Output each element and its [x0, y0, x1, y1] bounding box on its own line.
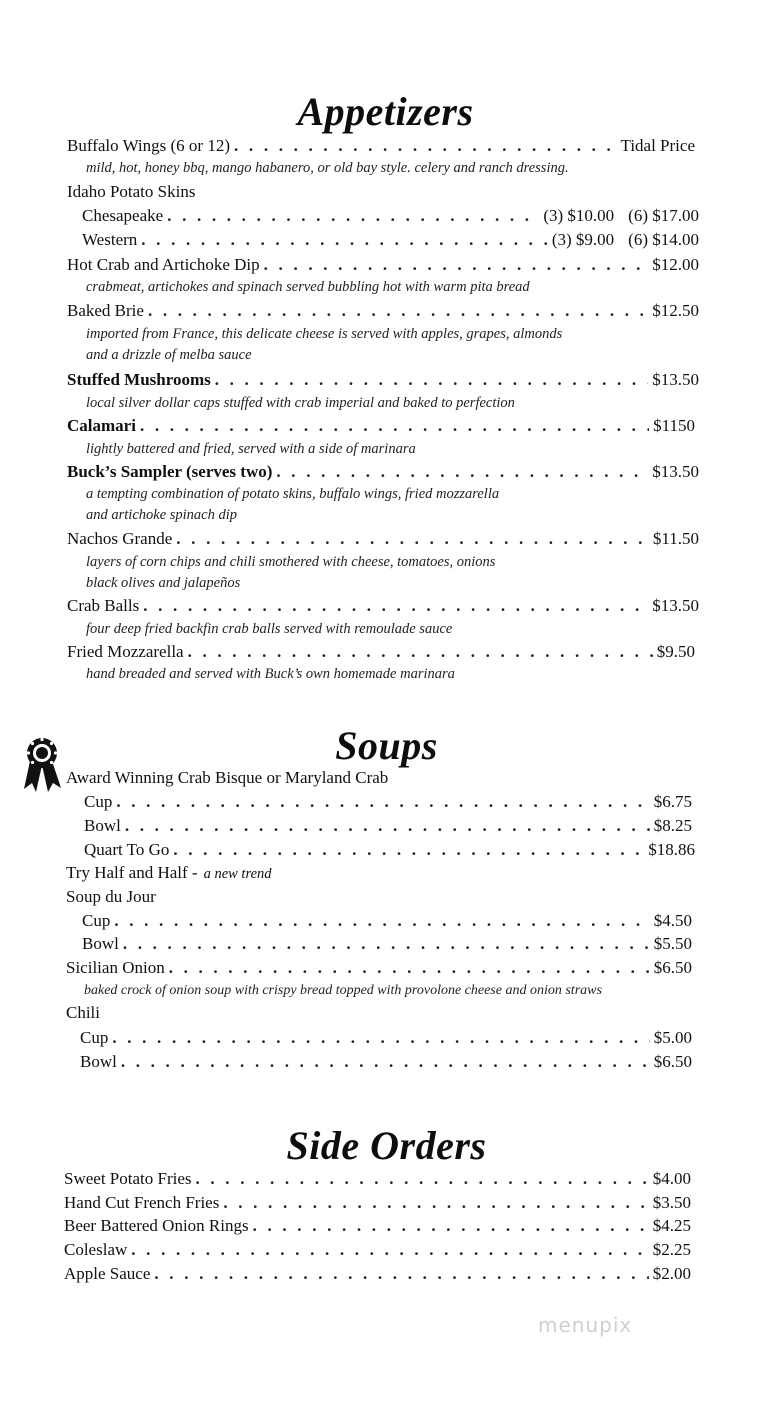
side-item [64, 1239, 691, 1261]
leader-dots [176, 528, 649, 550]
size-option-quart [84, 839, 695, 861]
item-description: layers of corn chips and chili smothered with cheese, tomatoes, onions [86, 554, 496, 570]
item-description: lightly battered and fried, served with a side of marinara [86, 441, 416, 457]
item-price: $6.50 [653, 958, 692, 977]
menu-item-mozzarella [67, 641, 695, 663]
menu-item-sampler [67, 461, 699, 483]
leader-dots [121, 1051, 650, 1073]
item-name: Calamari [67, 416, 136, 435]
leader-dots [169, 957, 650, 979]
item-description: hand breaded and served with Buck’s own homemade marinara [86, 666, 455, 682]
leader-dots [148, 300, 648, 322]
leader-dots [114, 910, 649, 932]
item-name: Fried Mozzarella [67, 642, 184, 661]
leader-dots [112, 1027, 649, 1049]
size-name: Bowl [84, 816, 121, 835]
leader-dots [215, 369, 649, 391]
leader-dots [196, 1168, 649, 1190]
menu-item-calamari [67, 415, 695, 437]
side-item [64, 1168, 691, 1190]
item-price: $11.50 [652, 529, 699, 548]
item-description: imported from France, this delicate cheese is served with apples, grapes, almonds [86, 326, 563, 342]
leader-dots [223, 1192, 648, 1214]
item-description: crabmeat, artichokes and spinach served bubbling hot with warm pita bread [86, 279, 530, 295]
item-name: Buffalo Wings (6 or 12) [67, 136, 231, 155]
menu-item-crab-dip [67, 254, 699, 276]
size-name: Cup [84, 792, 113, 811]
item-price: $13.50 [652, 370, 699, 389]
item-name: Baked Brie [67, 301, 144, 320]
menu-item-sicilian-onion [66, 957, 692, 979]
leader-dots [116, 791, 649, 813]
size-name: Cup [80, 1028, 109, 1047]
item-price: $12.00 [652, 255, 699, 274]
leader-dots [131, 1239, 648, 1261]
menu-option-chesapeake [82, 205, 699, 227]
item-name: Beer Battered Onion Rings [64, 1216, 249, 1235]
item-price: $13.50 [652, 462, 699, 481]
item-name: Hand Cut French Fries [64, 1193, 220, 1212]
size-option-cup [80, 1027, 692, 1049]
size-price: $5.50 [653, 934, 692, 953]
item-name: Coleslaw [64, 1240, 128, 1259]
menu-item-crab-balls [67, 595, 699, 617]
item-description: mild, hot, honey bbq, mango habanero, or old bay style. celery and ranch dressing. [86, 160, 569, 176]
item-price: Tidal Price [620, 136, 695, 155]
leader-dots [125, 815, 650, 837]
side-item [64, 1192, 691, 1214]
item-name: Hot Crab and Artichoke Dip [67, 255, 260, 274]
item-name: Sweet Potato Fries [64, 1169, 192, 1188]
item-name: Apple Sauce [64, 1264, 151, 1283]
item-description: and a drizzle of melba sauce [86, 347, 252, 363]
item-description: black olives and jalapeños [86, 575, 241, 591]
option-name: Western [82, 230, 138, 249]
menu-item-half-and-half [66, 862, 272, 885]
price-small: (3) $10.00 [543, 206, 615, 225]
menu-item-crab-bisque: Award Winning Crab Bisque or Maryland Crab [66, 768, 389, 787]
leader-dots [234, 135, 617, 157]
item-description: baked crock of onion soup with crispy bread topped with provolone cheese and onion straws [84, 983, 602, 998]
leader-dots [276, 461, 648, 483]
price-large: (6) $14.00 [628, 230, 699, 249]
size-name: Bowl [80, 1052, 117, 1071]
leader-dots [141, 229, 548, 251]
leader-dots [188, 641, 653, 663]
leader-dots [140, 415, 649, 437]
option-name: Chesapeake [82, 206, 164, 225]
size-option-cup [82, 910, 692, 932]
item-description: local silver dollar caps stuffed with crab imperial and baked to perfection [86, 395, 515, 411]
menu-item-soup-du-jour: Soup du Jour [66, 887, 156, 906]
item-name: Sicilian Onion [66, 958, 165, 977]
size-name: Quart To Go [84, 840, 170, 859]
item-price: $13.50 [652, 596, 699, 615]
item-name: Crab Balls [67, 596, 140, 615]
menu-item-chili: Chili [66, 1003, 101, 1022]
side-item [64, 1215, 691, 1237]
item-price: $1150 [653, 416, 695, 435]
size-option-bowl [82, 933, 692, 955]
price-large: (6) $17.00 [628, 206, 699, 225]
leader-dots [143, 595, 648, 617]
watermark: menupix [538, 1313, 633, 1337]
item-name: Buck’s Sampler (serves two) [67, 462, 273, 481]
size-option-bowl [84, 815, 692, 837]
item-description: four deep fried backfin crab balls served with remoulade sauce [86, 621, 453, 637]
size-option-cup [84, 791, 692, 813]
size-price: $8.25 [653, 816, 692, 835]
item-description: and artichoke spinach dip [86, 507, 238, 523]
size-name: Cup [82, 911, 111, 930]
leader-dots [264, 254, 649, 276]
side-orders-title: Side Orders [286, 1123, 487, 1168]
size-price: $5.00 [653, 1028, 692, 1047]
soups-title: Soups [335, 723, 438, 768]
leader-dots [173, 839, 644, 861]
menu-item-nachos [67, 528, 699, 550]
item-price: $2.00 [652, 1264, 691, 1283]
option-prices [543, 205, 699, 227]
item-name: Stuffed Mushrooms [67, 370, 211, 389]
size-price: $6.50 [653, 1052, 692, 1071]
size-name: Bowl [82, 934, 119, 953]
item-note: a new trend [203, 866, 272, 882]
leader-dots [253, 1215, 649, 1237]
item-price: $4.25 [652, 1216, 691, 1235]
size-price: $4.50 [653, 911, 692, 930]
size-price: $18.86 [648, 840, 695, 859]
appetizers-title: Appetizers [297, 89, 474, 134]
item-price: $4.00 [652, 1169, 691, 1188]
size-price: $6.75 [653, 792, 692, 811]
menu-item-stuffed-mushrooms [67, 369, 699, 391]
item-name: Try Half and Half - [66, 863, 198, 882]
option-prices [552, 229, 699, 251]
menu-item-potato-skins: Idaho Potato Skins [67, 182, 196, 201]
size-option-bowl [80, 1051, 692, 1073]
item-description: a tempting combination of potato skins, buffalo wings, fried mozzarella [86, 486, 500, 502]
menu-option-western [82, 229, 699, 251]
leader-dots [123, 933, 650, 955]
item-price: $9.50 [656, 642, 695, 661]
menu-item-baked-brie [67, 300, 699, 322]
item-name: Nachos Grande [67, 529, 173, 548]
price-small: (3) $9.00 [551, 230, 615, 249]
item-price: $3.50 [652, 1193, 691, 1212]
leader-dots [154, 1263, 648, 1285]
item-price: $2.25 [652, 1240, 691, 1259]
item-price: $12.50 [652, 301, 699, 320]
leader-dots [167, 205, 539, 227]
award-ribbon-icon [20, 735, 68, 793]
menu-item-buffalo-wings [67, 135, 695, 157]
side-item [64, 1263, 691, 1285]
